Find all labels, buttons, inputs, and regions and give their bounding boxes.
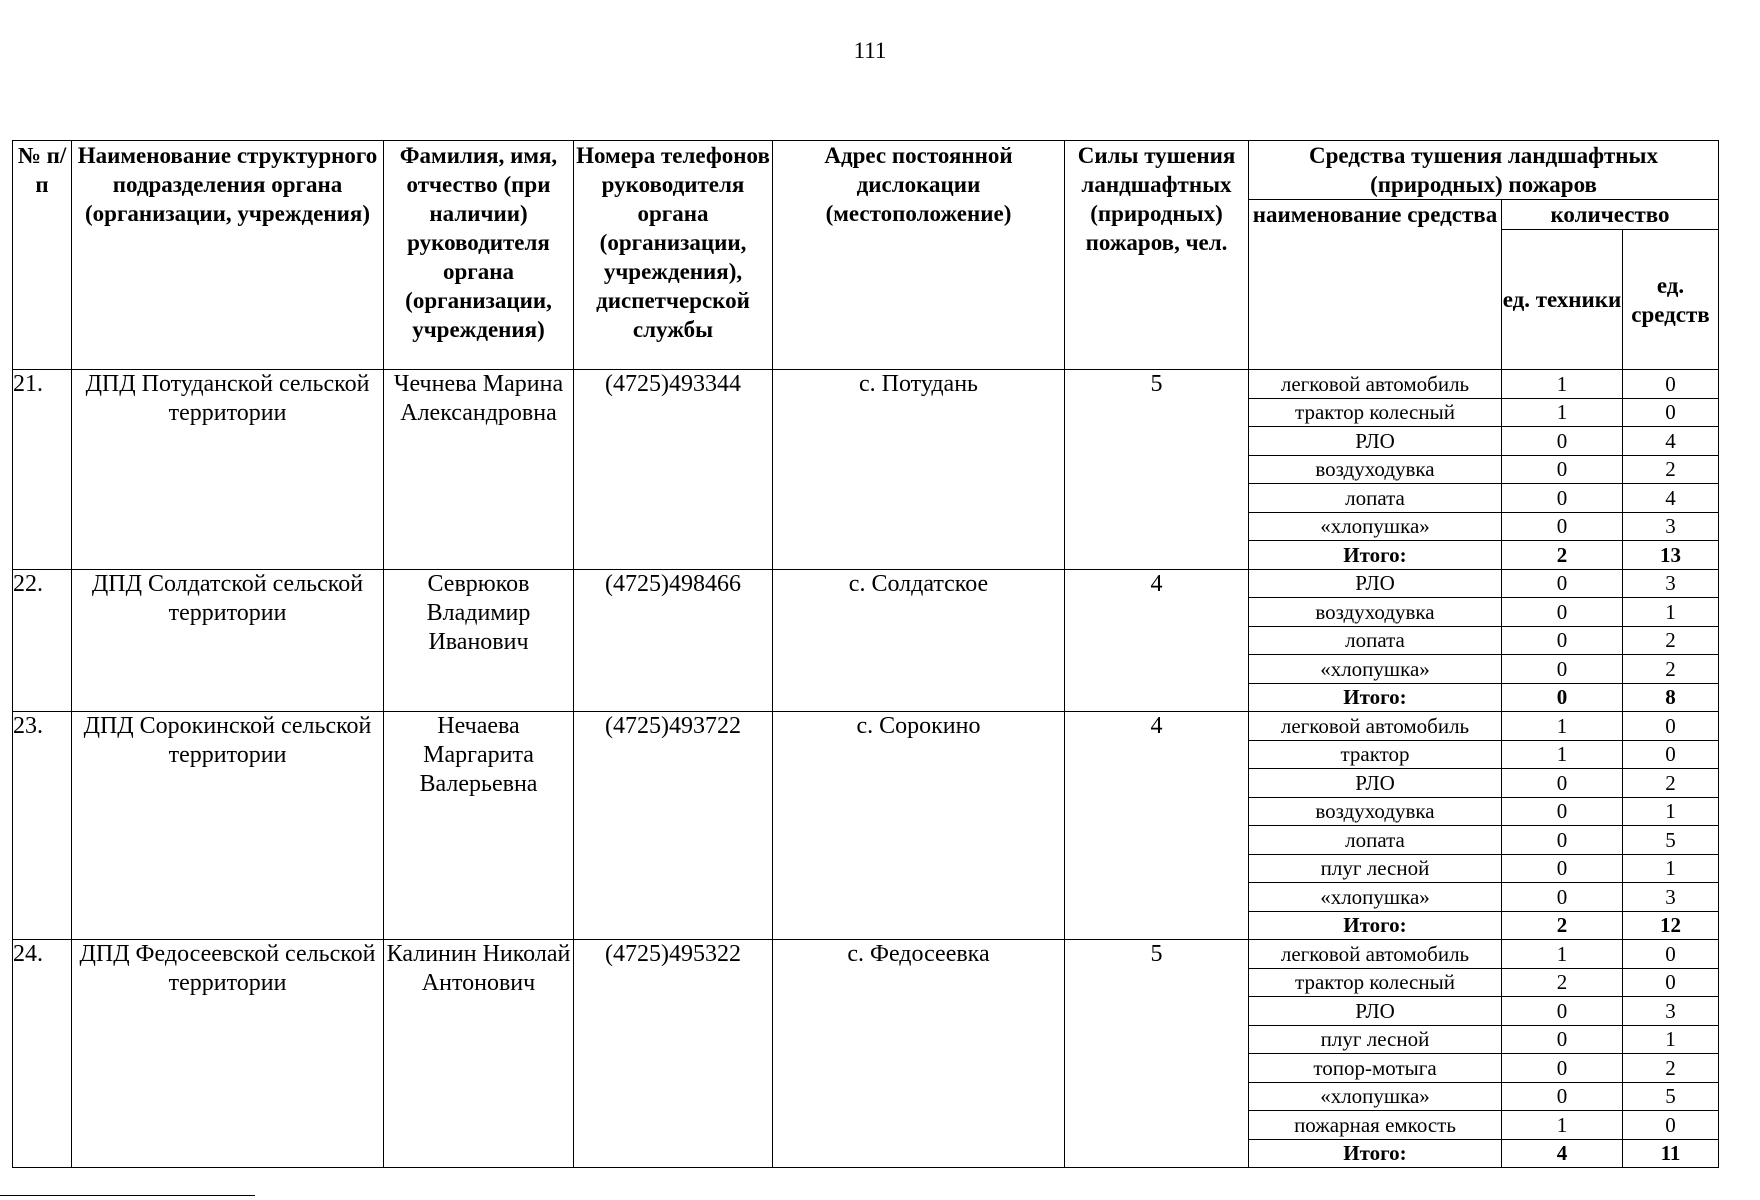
header-means: Средства тушения ландшафтных (природных) пожаров [1249, 141, 1719, 200]
equipment-units: 0 [1502, 626, 1623, 655]
equipment-units: 1 [1502, 398, 1623, 427]
equipment-units: 0 [1502, 455, 1623, 484]
means-units: 11 [1623, 1139, 1719, 1168]
means-units: 0 [1623, 398, 1719, 427]
equipment-units: 1 [1502, 940, 1623, 969]
means-name: РЛО [1249, 427, 1502, 456]
equipment-units: 1 [1502, 712, 1623, 741]
means-name: лопата [1249, 484, 1502, 513]
means-units: 1 [1623, 1025, 1719, 1054]
means-units: 3 [1623, 569, 1719, 598]
table-row [13, 712, 1719, 741]
head-name: Нечаева Маргарита Валерьевна [384, 712, 574, 940]
equipment-units: 0 [1502, 797, 1623, 826]
header-phones: Номера телефонов руководителя органа (организации, учреждения), диспетчерской службы [574, 141, 773, 370]
means-units: 2 [1623, 1054, 1719, 1083]
equipment-units: 0 [1502, 512, 1623, 541]
forces-count: 5 [1065, 370, 1249, 570]
means-units: 2 [1623, 769, 1719, 798]
means-name: «хлопушка» [1249, 655, 1502, 684]
means-name: воздуходувка [1249, 455, 1502, 484]
table-row [13, 940, 1719, 969]
means-units: 5 [1623, 826, 1719, 855]
address: с. Федосеевка [773, 940, 1065, 1168]
table-body [13, 370, 1719, 1168]
means-units: 13 [1623, 541, 1719, 570]
equipment-units: 0 [1502, 854, 1623, 883]
means-name: плуг лесной [1249, 1025, 1502, 1054]
equipment-units: 2 [1502, 541, 1623, 570]
means-name: «хлопушка» [1249, 883, 1502, 912]
equipment-units: 1 [1502, 1111, 1623, 1140]
equipment-units: 2 [1502, 911, 1623, 940]
means-name: Итого: [1249, 683, 1502, 712]
page-number: 111 [853, 38, 887, 63]
equipment-units: 0 [1502, 427, 1623, 456]
address: с. Потудань [773, 370, 1065, 570]
equipment-units: 0 [1502, 997, 1623, 1026]
head-name: Калинин Николай Антонович [384, 940, 574, 1168]
means-name: плуг лесной [1249, 854, 1502, 883]
equipment-units: 0 [1502, 484, 1623, 513]
means-name: «хлопушка» [1249, 512, 1502, 541]
means-units: 3 [1623, 883, 1719, 912]
means-name: легковой автомобиль [1249, 940, 1502, 969]
equipment-units: 0 [1502, 1025, 1623, 1054]
row-number: 21. [13, 370, 72, 570]
equipment-units: 1 [1502, 370, 1623, 399]
means-units: 0 [1623, 370, 1719, 399]
division-name: ДПД Сорокинской сельской территории [72, 712, 384, 940]
header-units-equipment: ед. техники [1502, 230, 1623, 370]
equipment-units: 0 [1502, 769, 1623, 798]
equipment-units: 2 [1502, 968, 1623, 997]
equipment-units: 0 [1502, 1054, 1623, 1083]
row-number: 23. [13, 712, 72, 940]
means-units: 2 [1623, 455, 1719, 484]
phone-number: (4725)493344 [574, 370, 773, 570]
header-address: Адрес постоянной дислокации (местоположение) [773, 141, 1065, 370]
means-units: 3 [1623, 997, 1719, 1026]
means-units: 5 [1623, 1082, 1719, 1111]
header-forces: Силы тушения ландшафтных (природных) пожаров, чел. [1065, 141, 1249, 370]
head-name: Севрюков Владимир Иванович [384, 569, 574, 712]
table-row [13, 370, 1719, 399]
means-units: 2 [1623, 655, 1719, 684]
equipment-units: 0 [1502, 598, 1623, 627]
means-units: 2 [1623, 626, 1719, 655]
forces-count: 4 [1065, 569, 1249, 712]
means-units: 4 [1623, 484, 1719, 513]
header-units-means: ед. средств [1623, 230, 1719, 370]
address: с. Сорокино [773, 712, 1065, 940]
fire-forces-table [12, 140, 1719, 1168]
equipment-units: 0 [1502, 655, 1623, 684]
means-units: 8 [1623, 683, 1719, 712]
means-name: легковой автомобиль [1249, 370, 1502, 399]
equipment-units: 4 [1502, 1139, 1623, 1168]
row-number: 22. [13, 569, 72, 712]
means-name: воздуходувка [1249, 598, 1502, 627]
means-name: трактор колесный [1249, 968, 1502, 997]
means-name: топор-мотыга [1249, 1054, 1502, 1083]
forces-count: 4 [1065, 712, 1249, 940]
means-name: РЛО [1249, 769, 1502, 798]
division-name: ДПД Потуданской сельской территории [72, 370, 384, 570]
means-units: 0 [1623, 968, 1719, 997]
means-name: лопата [1249, 626, 1502, 655]
header-quantity: количество [1502, 200, 1719, 230]
head-name: Чечнева Марина Александровна [384, 370, 574, 570]
means-units: 1 [1623, 797, 1719, 826]
means-units: 4 [1623, 427, 1719, 456]
equipment-units: 0 [1502, 569, 1623, 598]
equipment-units: 0 [1502, 1082, 1623, 1111]
header-head: Фамилия, имя, отчество (при наличии) руководителя органа (организации, учреждения) [384, 141, 574, 370]
phone-number: (4725)495322 [574, 940, 773, 1168]
equipment-units: 0 [1502, 883, 1623, 912]
means-name: легковой автомобиль [1249, 712, 1502, 741]
means-name: РЛО [1249, 569, 1502, 598]
equipment-units: 0 [1502, 683, 1623, 712]
means-name: Итого: [1249, 911, 1502, 940]
means-name: Итого: [1249, 1139, 1502, 1168]
means-units: 0 [1623, 740, 1719, 769]
means-name: трактор колесный [1249, 398, 1502, 427]
means-name: пожарная емкость [1249, 1111, 1502, 1140]
address: с. Солдатское [773, 569, 1065, 712]
means-units: 1 [1623, 598, 1719, 627]
means-units: 0 [1623, 940, 1719, 969]
equipment-units: 0 [1502, 826, 1623, 855]
phone-number: (4725)498466 [574, 569, 773, 712]
means-units: 1 [1623, 854, 1719, 883]
means-units: 12 [1623, 911, 1719, 940]
header-means-name: наименование средства [1249, 200, 1502, 370]
means-name: «хлопушка» [1249, 1082, 1502, 1111]
means-units: 3 [1623, 512, 1719, 541]
means-name: РЛО [1249, 997, 1502, 1026]
means-name: трактор [1249, 740, 1502, 769]
division-name: ДПД Солдатской сельской территории [72, 569, 384, 712]
table-header [13, 141, 1719, 370]
equipment-units: 1 [1502, 740, 1623, 769]
means-units: 0 [1623, 712, 1719, 741]
means-units: 0 [1623, 1111, 1719, 1140]
means-name: воздуходувка [1249, 797, 1502, 826]
footnote-divider [0, 1195, 255, 1196]
means-name: лопата [1249, 826, 1502, 855]
row-number: 24. [13, 940, 72, 1168]
table-row [13, 569, 1719, 598]
division-name: ДПД Федосеевской сельской территории [72, 940, 384, 1168]
header-num: № п/п [13, 141, 72, 370]
forces-count: 5 [1065, 940, 1249, 1168]
header-division: Наименование структурного подразделения органа (организации, учреждения) [72, 141, 384, 370]
phone-number: (4725)493722 [574, 712, 773, 940]
means-name: Итого: [1249, 541, 1502, 570]
